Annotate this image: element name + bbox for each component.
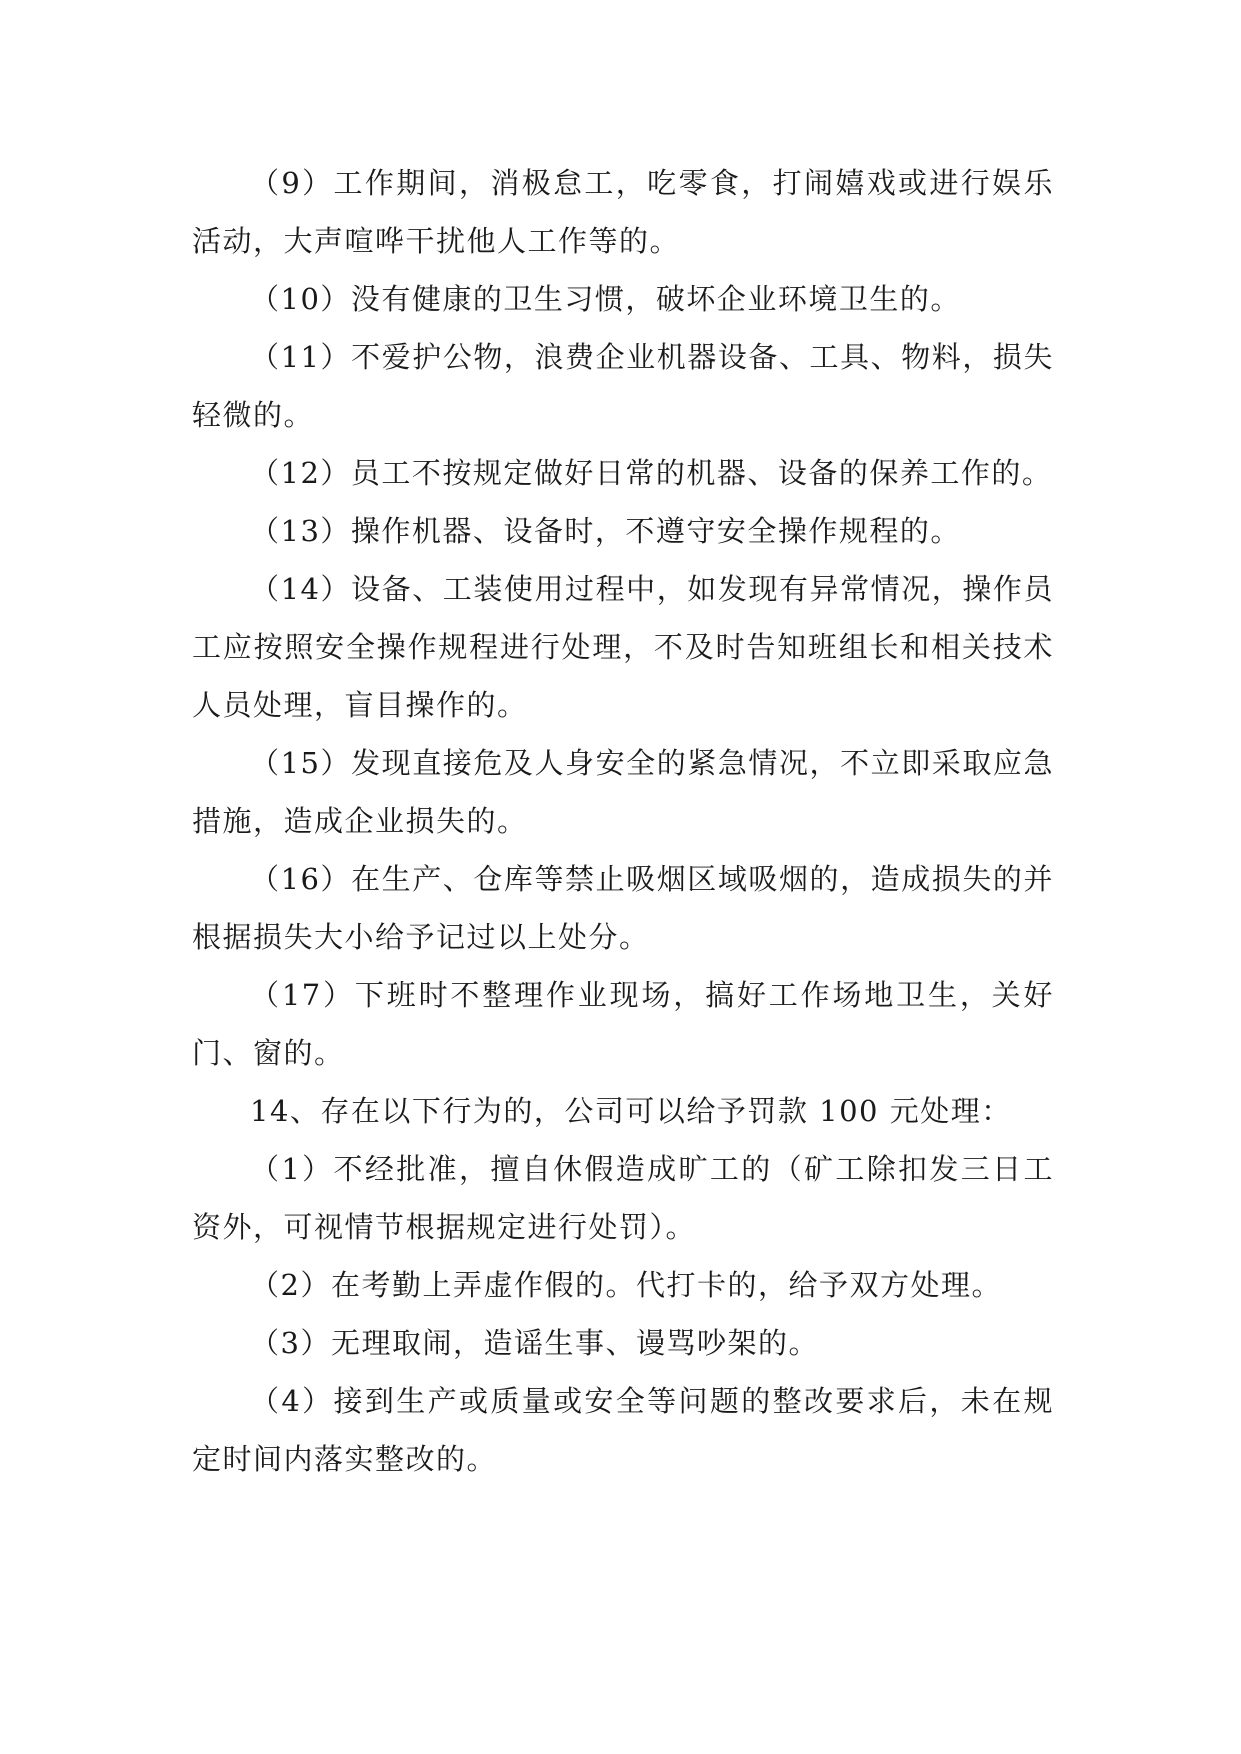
paragraph-11: （11）不爱护公物，浪费企业机器设备、工具、物料，损失轻微的。 <box>192 340 1054 432</box>
paragraph-9: （9）工作期间，消极怠工，吃零食，打闹嬉戏或进行娱乐活动，大声喧哗干扰他人工作等的。 <box>192 166 1054 258</box>
fine-item-2: （2）在考勤上弄虚作假的。代打卡的，给予双方处理。 <box>250 1268 1002 1302</box>
document-body <box>192 154 1054 1488</box>
fine-item-3: （3）无理取闹，造谣生事、谩骂吵架的。 <box>250 1326 819 1360</box>
fine-item-1: （1）不经批准，擅自休假造成旷工的（矿工除扣发三日工资外，可视情节根据规定进行处罚）。 <box>192 1152 1054 1244</box>
paragraph-16: （16）在生产、仓库等禁止吸烟区域吸烟的，造成损失的并根据损失大小给予记过以上处分。 <box>192 862 1054 954</box>
paragraph-10: （10）没有健康的卫生习惯，破坏企业环境卫生的。 <box>250 282 961 316</box>
paragraph-15: （15）发现直接危及人身安全的紧急情况，不立即采取应急措施，造成企业损失的。 <box>192 746 1054 838</box>
paragraph-17: （17）下班时不整理作业现场，搞好工作场地卫生，关好门、窗的。 <box>192 978 1054 1070</box>
fine-item-4: （4）接到生产或质量或安全等问题的整改要求后，未在规定时间内落实整改的。 <box>192 1384 1054 1476</box>
section-heading-14: 14、存在以下行为的，公司可以给予罚款 100 元处理： <box>250 1094 1012 1128</box>
paragraph-14: （14）设备、工装使用过程中，如发现有异常情况，操作员工应按照安全操作规程进行处理，不及时告知班组长和相关技术人员处理，盲目操作的。 <box>192 572 1054 722</box>
paragraph-12: （12）员工不按规定做好日常的机器、设备的保养工作的。 <box>250 456 1053 490</box>
paragraph-13: （13）操作机器、设备时，不遵守安全操作规程的。 <box>250 514 961 548</box>
